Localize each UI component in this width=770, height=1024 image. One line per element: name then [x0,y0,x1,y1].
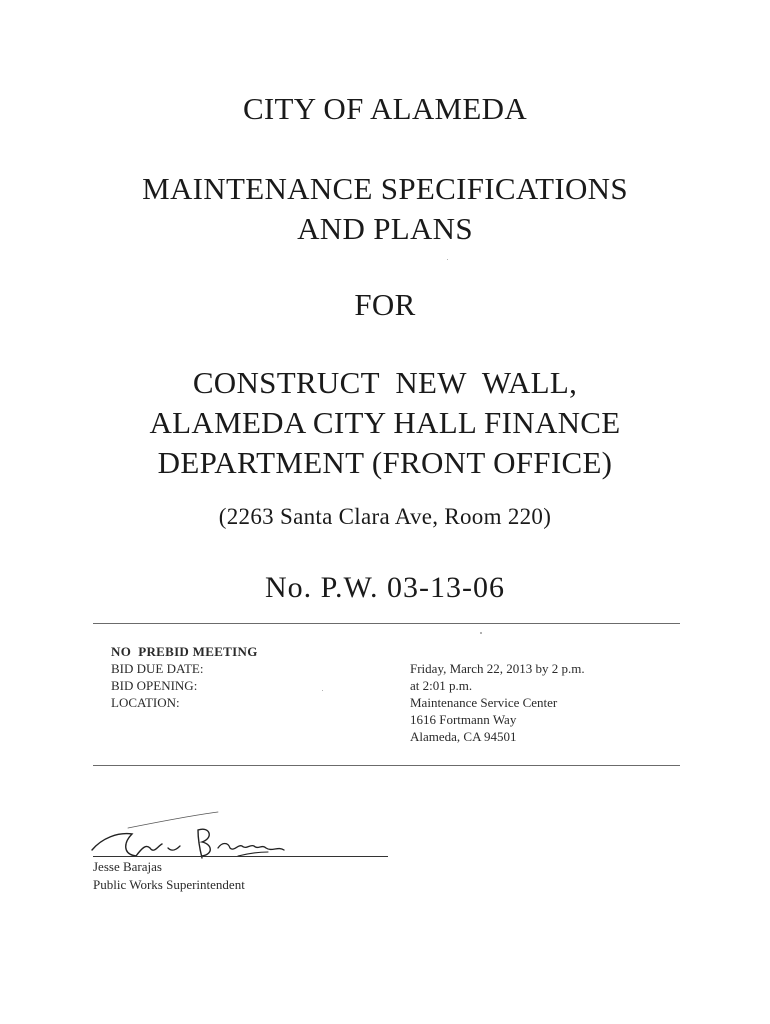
location-street: 1616 Fortmann Way [410,712,517,727]
heading-line-1: MAINTENANCE SPECIFICATIONS [142,171,628,206]
prebid-notice: NO PREBID MEETING [111,644,258,659]
city-title: CITY OF ALAMEDA [242,91,528,126]
location-city: Alameda, CA 94501 [410,729,517,744]
project-line-2: ALAMEDA CITY HALL FINANCE [149,405,621,440]
bid-opening-label: BID OPENING: [111,678,198,693]
location-label: LOCATION: [111,695,180,710]
bid-due-date-label: BID DUE DATE: [111,661,204,676]
bottom-divider [93,765,680,766]
signer-block [93,858,245,894]
heading-line-2: AND PLANS [297,211,473,246]
for-label: FOR [354,287,416,322]
project-line-3: DEPARTMENT (FRONT OFFICE) [157,445,613,480]
bid-labels [111,643,258,711]
signer-title: Public Works Superintendent [93,877,245,892]
bid-values [410,660,585,745]
project-number: No. P.W. 03-13-06 [264,571,506,604]
top-divider [93,623,680,624]
signature-line [93,856,388,857]
signer-name: Jesse Barajas [93,859,162,874]
scan-speck [322,690,323,691]
location-name: Maintenance Service Center [410,695,558,710]
scan-speck [480,632,482,634]
scan-speck [447,259,448,260]
project-address: (2263 Santa Clara Ave, Room 220) [218,504,552,529]
bid-due-date-value: Friday, March 22, 2013 by 2 p.m. [410,661,585,676]
bid-opening-value: at 2:01 p.m. [410,678,473,693]
project-line-1: CONSTRUCT NEW WALL, [192,365,578,400]
